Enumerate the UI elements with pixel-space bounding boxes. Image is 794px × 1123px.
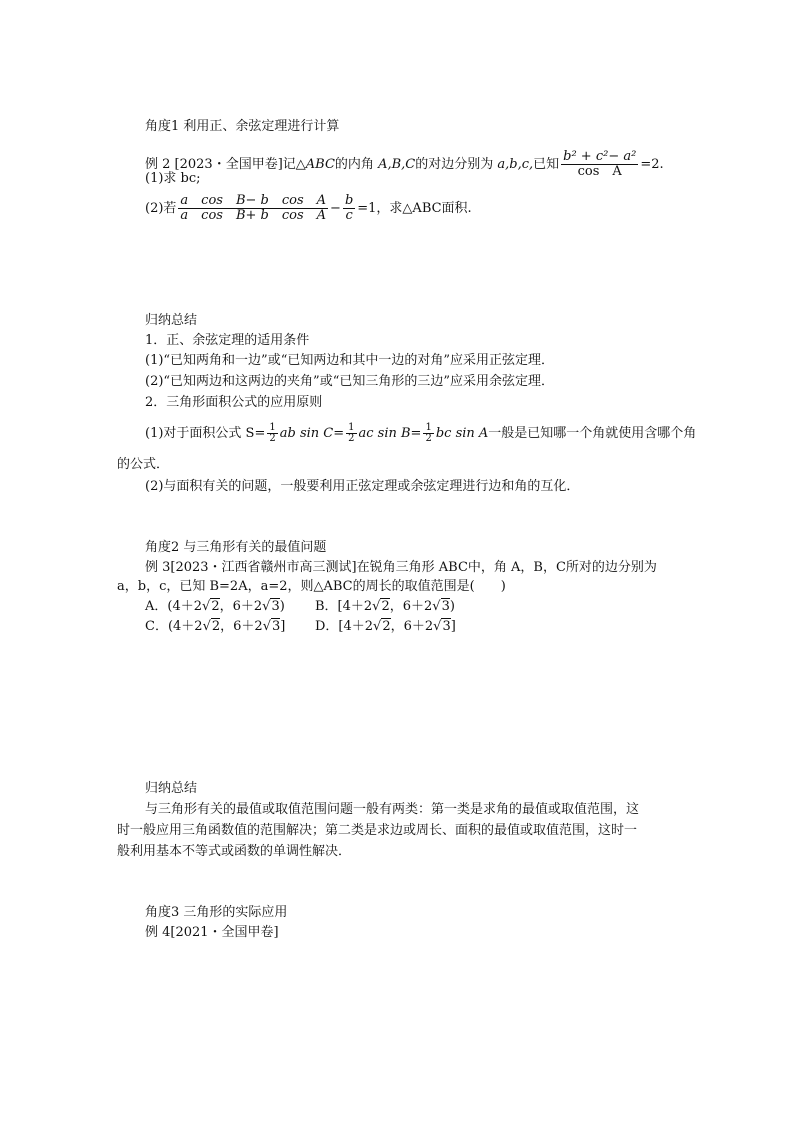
option-b-root1: 2 xyxy=(381,599,390,614)
example4-line: 例 4[2021・全国甲卷] xyxy=(145,925,279,940)
half-num: 1 xyxy=(348,422,355,433)
summary1-point1: (1)“已知两角和一边”或“已知两边和其中一边的对角”应采用正弦定理． xyxy=(145,353,554,368)
option-c-label: C．(4＋2 xyxy=(145,619,203,634)
text-opposite: 的对边分别为 xyxy=(415,157,494,172)
text-inner-angle: 的内角 xyxy=(334,157,374,172)
option-c-mid: ，6＋2 xyxy=(220,619,263,634)
question2-minus: − xyxy=(330,201,341,216)
option-c-root2: 3 xyxy=(271,619,281,634)
area-term-1: ab sin C= xyxy=(279,426,345,441)
condition-fraction xyxy=(561,150,638,179)
example3-continuation: a，b，c，已知 B=2A，a=2，则△ABC的周长的取值范围是( ) xyxy=(117,579,506,594)
half-den: 2 xyxy=(269,433,276,444)
area-formula-prefix: (1)对于面积公式 S= xyxy=(145,426,266,441)
question2-prefix: (2)若 xyxy=(145,201,177,216)
condition-numerator: b² + c²− a² xyxy=(563,149,637,164)
question2-suffix: =1，求△ABC面积. xyxy=(357,201,472,216)
example3-line: 例 3[2023・江西省赣州市高三测试]在锐角三角形 ABC中，角 A，B，C所对的边分别为 xyxy=(145,560,657,575)
option-b-mid: ，6＋2 xyxy=(389,599,433,614)
option-d-end: ] xyxy=(450,619,456,634)
option-c-end: ] xyxy=(280,619,286,634)
vars-abc: a,b,c, xyxy=(497,157,534,172)
text-known: 已知 xyxy=(533,157,560,172)
option-d-mid: ，6＋2 xyxy=(390,619,434,634)
half-num: 1 xyxy=(269,422,276,433)
option-b: B．[4＋2√2，6＋2√3) xyxy=(315,599,455,614)
area-formula-continuation: 的公式． xyxy=(117,457,170,472)
half-num: 1 xyxy=(425,422,432,433)
summary1-point4: (2)与面积有关的问题，一般要利用正弦定理或余弦定理进行边和角的互化． xyxy=(145,479,580,494)
condition-denominator: cos A xyxy=(577,164,622,179)
half-den: 2 xyxy=(425,433,432,444)
question2-line xyxy=(145,194,472,223)
angle2-title: 角度2 与三角形有关的最值问题 xyxy=(145,540,327,555)
summary2-para-line1: 与三角形有关的最值或取值范围问题一般有两类：第一类是求角的最值或取值范围，这 xyxy=(145,802,640,817)
c-denominator: c xyxy=(345,208,353,223)
question2-numerator: a cos B− b cos A xyxy=(180,193,327,208)
angle3-title: 角度3 三角形的实际应用 xyxy=(145,905,288,920)
option-b-label: B．[4＋2 xyxy=(315,599,373,614)
option-a-end: ) xyxy=(279,599,285,614)
b-over-c-fraction xyxy=(343,194,355,223)
question2-denominator: a cos B+ b cos A xyxy=(180,208,327,223)
area-formula-line xyxy=(145,423,696,444)
condition-equals: =2. xyxy=(640,157,664,172)
question1: (1)求 bc; xyxy=(145,171,201,186)
angle1-title: 角度1 利用正、余弦定理进行计算 xyxy=(145,119,340,134)
triangle-name: ABC xyxy=(305,157,335,172)
half-fraction-2 xyxy=(346,423,356,444)
summary2-para-line2: 时一般应用三角函数值的范围解决；第二类是求边或周长、面积的最值或取值范围，这时一 xyxy=(117,823,638,838)
option-c: C．(4＋2√2，6＋2√3] xyxy=(145,619,286,634)
option-d-label: D．[4＋2 xyxy=(315,619,374,634)
option-a: A．(4＋2√2，6＋2√3) xyxy=(145,599,285,614)
option-a-root2: 3 xyxy=(271,599,280,614)
summary2-title: 归纳总结 xyxy=(145,781,198,796)
example2-line xyxy=(145,150,664,179)
vars-ABC: A,B,C xyxy=(378,157,416,172)
half-fraction-3 xyxy=(423,423,433,444)
summary1-heading1: 1．正、余弦定理的适用条件 xyxy=(145,333,310,348)
summary1-heading2: 2．三角形面积公式的应用原则 xyxy=(145,395,323,410)
option-c-root1: 2 xyxy=(211,619,221,634)
area-term-2: ac sin B= xyxy=(358,426,422,441)
option-a-mid: ，6＋2 xyxy=(219,599,263,614)
option-a-root1: 2 xyxy=(211,599,220,614)
option-d-root2: 3 xyxy=(442,619,451,634)
option-d-root1: 2 xyxy=(382,619,391,634)
option-b-end: ) xyxy=(449,599,455,614)
area-term-3: bc sin A xyxy=(435,426,489,441)
summary1-title: 归纳总结 xyxy=(145,313,198,328)
question2-fraction xyxy=(178,194,328,223)
option-b-root2: 3 xyxy=(441,599,450,614)
b-numerator: b xyxy=(344,193,354,208)
half-den: 2 xyxy=(348,433,355,444)
area-formula-suffix: 一般是已知哪一个角就使用含哪个角 xyxy=(488,426,697,441)
summary1-point2: (2)“已知两边和这两边的夹角”或“已知三角形的三边”应采用余弦定理． xyxy=(145,374,554,389)
summary2-para-line3: 般利用基本不等式或函数的单调性解决． xyxy=(117,844,352,859)
option-d: D．[4＋2√2，6＋2√3] xyxy=(315,619,456,634)
option-a-label: A．(4＋2 xyxy=(145,599,203,614)
example2-prefix: 例 2 [2023・全国甲卷]记△ xyxy=(145,157,306,172)
half-fraction-1 xyxy=(267,423,277,444)
